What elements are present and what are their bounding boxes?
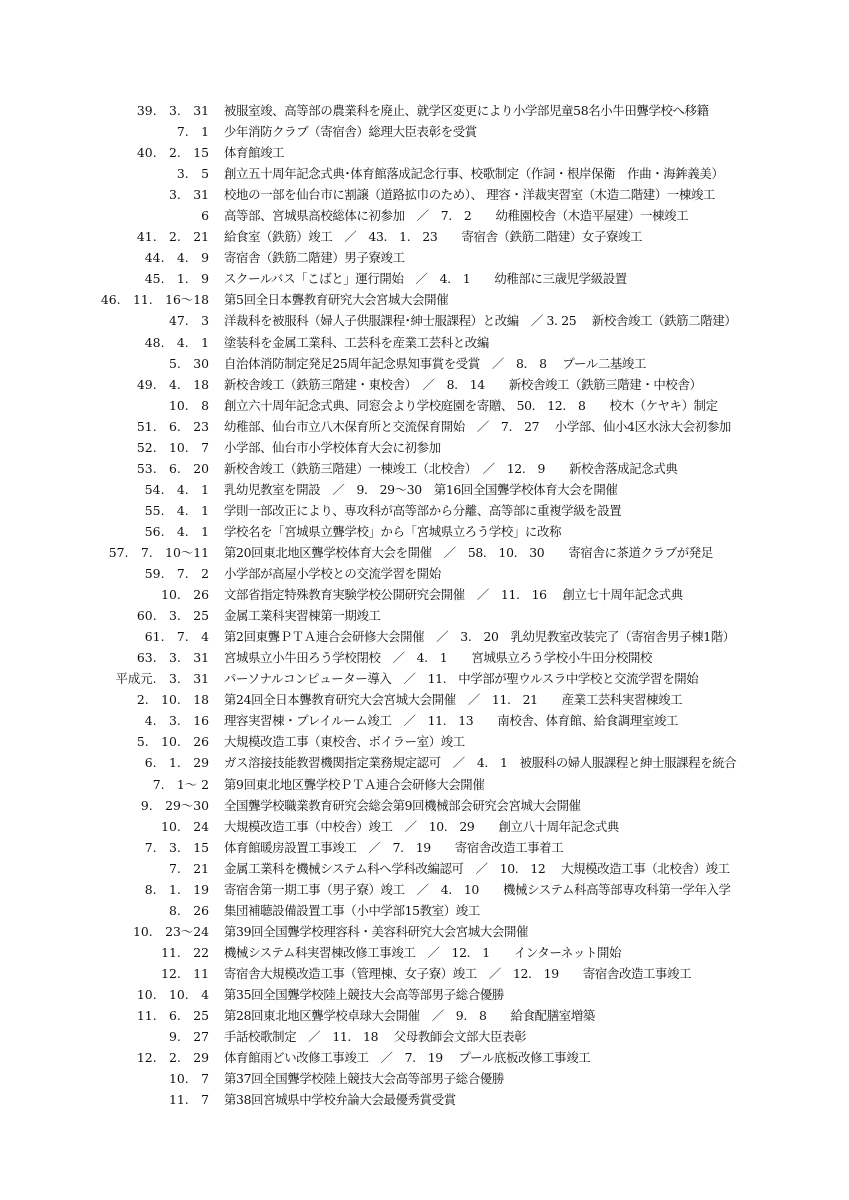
history-row (0, 837, 849, 858)
history-row (0, 774, 849, 795)
history-event: 手話校歌制定 ／ 11. 18 父母教師会文部大臣表彰 (224, 1029, 527, 1045)
history-row (0, 858, 849, 879)
history-date: 63. 3. 31 (136, 650, 209, 666)
history-event: パーソナルコンピューター導入 ／ 11. 中学部が聖ウルスラ中学校と交流学習を開始 (224, 671, 699, 687)
history-event: 第20回東北地区聾学校体育大会を開催 ／ 58. 10. 30 寄宿舎に茶道クラブが発足 (224, 544, 713, 560)
history-event: 幼稚部、仙台市立八木保育所と交流保育開始 ／ 7. 27 小学部、仙小4区水泳大会初参加 (224, 418, 731, 434)
history-event: 第5回全日本聾教育研究大会宮城大会開催 (224, 292, 449, 308)
history-date: 40. 2. 15 (136, 145, 209, 161)
history-row (0, 1047, 849, 1068)
history-row (0, 163, 849, 184)
history-row (0, 668, 849, 689)
history-row (0, 647, 849, 668)
history-date: 5. 10. 26 (136, 734, 209, 750)
history-event: 学則一部改正により、専攻科が高等部から分離、高等部に重複学級を設置 (224, 502, 622, 518)
history-row (0, 710, 849, 731)
history-row (0, 752, 849, 773)
history-date: 6. 1. 29 (144, 755, 209, 771)
history-event: 第38回宮城県中学校弁論大会最優秀賞受賞 (224, 1092, 456, 1108)
history-row (0, 374, 849, 395)
history-event: 被服室竣、高等部の農業科を廃止、就学区変更により小学部児童58名小牛田聾学校へ移籍 (224, 103, 709, 118)
history-event: 自治体消防制定発足25周年記念県知事賞を受賞 ／ 8. 8 プール二基竣工 (224, 355, 646, 371)
history-date: 7. 1 (176, 124, 209, 140)
history-date: 51. 6. 23 (136, 418, 209, 434)
history-event: スクールバス「こばと」運行開始 ／ 4. 1 幼稚部に三歳児学級設置 (224, 271, 627, 287)
history-row (0, 605, 849, 626)
history-date: 48. 4. 1 (144, 334, 209, 350)
history-row (0, 816, 849, 837)
history-date: 8. 1. 19 (144, 881, 209, 897)
history-event: 寄宿舎大規模改造工事（管理棟、女子寮）竣工 ／ 12. 19 寄宿舎改造工事竣工 (224, 965, 692, 981)
history-date: 7. 3. 15 (144, 839, 209, 855)
history-date: 55. 4. 1 (144, 502, 209, 518)
history-event: 新校舎竣工（鉄筋三階建・東校舎） ／ 8. 14 新校舎竣工（鉄筋三階建・中校舎） (224, 376, 702, 392)
history-date: 44. 4. 9 (144, 250, 209, 266)
history-event: 学校名を「宮城県立聾学校」から「宮城県立ろう学校」に改称 (224, 523, 562, 539)
history-list (0, 100, 849, 1110)
history-date: 5. 30 (169, 355, 209, 371)
history-date: 57. 7. 10～11 (108, 544, 209, 560)
history-row (0, 731, 849, 752)
history-event: 宮城県立小牛田ろう学校閉校 ／ 4. 1 宮城県立ろう学校小牛田分校開校 (224, 650, 653, 666)
history-row (0, 142, 849, 163)
history-row (0, 1026, 849, 1047)
history-date: 11. 7 (169, 1092, 209, 1108)
history-date: 59. 7. 2 (144, 566, 209, 582)
history-row (0, 353, 849, 374)
history-event: 第37回全国聾学校陸上競技大会高等部男子総合優勝 (224, 1071, 504, 1087)
history-event: 乳幼児教室を開設 ／ 9. 29～30 第16回全国聾学校体育大会を開催 (224, 481, 618, 497)
history-event: 体育館竣工 (224, 145, 285, 161)
history-row (0, 205, 849, 226)
history-event: 第35回全国聾学校陸上競技大会高等部男子総合優勝 (224, 986, 504, 1002)
history-date: 11. 6. 25 (136, 1008, 209, 1024)
history-row (0, 542, 849, 563)
history-event: 寄宿舎第一期工事（男子寮）竣工 ／ 4. 10 機械システム科高等部専攻科第一学年入学 (224, 881, 731, 897)
history-row (0, 879, 849, 900)
history-row (0, 626, 849, 647)
history-date: 61. 7. 4 (144, 629, 209, 645)
history-row (0, 226, 849, 247)
history-date: 10. 26 (161, 587, 209, 603)
history-event: 体育館雨どい改修工事竣工 ／ 7. 19 プール底板改修工事竣工 (224, 1050, 591, 1066)
history-row (0, 100, 849, 121)
history-date: 10. 8 (169, 397, 209, 413)
history-row (0, 247, 849, 268)
history-event: 小学部が高屋小学校との交流学習を開始 (224, 566, 441, 582)
history-date: 7. 21 (169, 860, 209, 876)
history-row (0, 900, 849, 921)
history-date: 6 (201, 208, 209, 224)
history-date: 3. 5 (176, 166, 209, 182)
history-date: 45. 1. 9 (144, 271, 209, 287)
history-date: 47. 3 (169, 313, 209, 329)
history-event: 洋裁科を被服科（婦人子供服課程･紳士服課程）と改編 ／ 3. 25 新校舎竣工（鉄筋二階建） (224, 313, 737, 329)
history-event: 創立六十周年記念式典、同窓会より学校庭園を寄贈、 50. 12. 8 校木（ケヤキ）制定 (224, 397, 718, 413)
history-date: 10. 7 (169, 1071, 209, 1087)
history-row (0, 921, 849, 942)
history-event: 高等部、宮城県高校総体に初参加 ／ 7. 2 幼稚園校舎（木造平屋建）一棟竣工 (224, 208, 689, 224)
history-row (0, 458, 849, 479)
history-date: 12. 2. 29 (136, 1050, 209, 1066)
history-event: 金属工業科を機械システム科へ学科改編認可 ／ 10. 12 大規模改造工事（北校舎）竣工 (224, 860, 730, 876)
history-row (0, 963, 849, 984)
history-row (0, 984, 849, 1005)
history-date: 3. 31 (169, 187, 209, 203)
history-event: 第9回東北地区聾学校ＰＴＡ連合会研修大会開催 (224, 776, 485, 792)
history-row (0, 395, 849, 416)
history-date: 54. 4. 1 (144, 481, 209, 497)
history-row (0, 289, 849, 310)
history-row (0, 416, 849, 437)
history-event: 文部省指定特殊教育実験学校公開研究会開催 ／ 11. 16 創立七十周年記念式典 (224, 587, 683, 603)
history-date: 11. 22 (161, 944, 209, 960)
history-date: 2. 10. 18 (136, 692, 209, 708)
history-event: 機械システム科実習棟改修工事竣工 ／ 12. 1 インターネット開始 (224, 944, 622, 960)
history-event: 第28回東北地区聾学校卓球大会開催 ／ 9. 8 給食配膳室増築 (224, 1008, 595, 1024)
history-date: 56. 4. 1 (144, 523, 209, 539)
history-date: 4. 3. 16 (144, 713, 209, 729)
history-row (0, 268, 849, 289)
history-event: 大規模改造工事（中校舎）竣工 ／ 10. 29 創立八十周年記念式典 (224, 818, 619, 834)
history-event: 創立五十周年記念式典･体育館落成記念行事、校歌制定（作詞・根岸保衛 作曲・海鉾義美） (224, 166, 724, 182)
history-date: 53. 6. 20 (136, 460, 209, 476)
history-event: 第2回東聾ＰＴＡ連合会研修大会開催 ／ 3. 20 乳幼児教室改装完了（寄宿舎男子棟1階） (224, 629, 735, 645)
history-row (0, 1005, 849, 1026)
history-event: 第24回全日本聾教育研究大会宮城大会開催 ／ 11. 21 産業工芸科実習棟竣工 (224, 692, 683, 708)
history-row (0, 942, 849, 963)
history-row (0, 500, 849, 521)
history-event: 体育館暖房設置工事竣工 ／ 7. 19 寄宿舎改造工事着工 (224, 839, 564, 855)
history-row (0, 184, 849, 205)
history-event: 給食室（鉄筋）竣工 ／ 43. 1. 23 寄宿舎（鉄筋二階建）女子寮竣工 (224, 229, 643, 245)
history-event: ガス溶接技能教習機関指定業務規定認可 ／ 4. 1 被服科の婦人服課程と紳士服課程を統合 (224, 755, 737, 771)
history-date: 39. 3. 31 (136, 103, 209, 118)
history-row (0, 563, 849, 584)
history-date: 46. 11. 16～18 (100, 292, 209, 308)
history-event: 少年消防クラブ（寄宿舎）総理大臣表彰を受賞 (224, 124, 477, 140)
history-event: 校地の一部を仙台市に割譲（道路拡巾のため）、 理容・洋裁実習室（木造二階建）一棟竣工 (224, 187, 716, 203)
history-date: 9. 27 (169, 1029, 209, 1045)
history-event: 新校舎竣工（鉄筋三階建）一棟竣工（北校舎） ／ 12. 9 新校舎落成記念式典 (224, 460, 678, 476)
history-row (0, 332, 849, 353)
history-event: 塗装科を金属工業科、工芸科を産業工芸科と改編 (224, 334, 489, 350)
history-event: 小学部、仙台市小学校体育大会に初参加 (224, 439, 441, 455)
history-row (0, 1068, 849, 1089)
history-date: 10. 10. 4 (136, 986, 209, 1002)
history-date: 49. 4. 18 (136, 376, 209, 392)
history-row (0, 689, 849, 710)
history-event: 全国聾学校職業教育研究会総会第9回機械部会研究会宮城大会開催 (224, 797, 581, 813)
history-date: 平成元. 3. 31 (115, 671, 209, 687)
history-date: 60. 3. 25 (136, 608, 209, 624)
history-row (0, 479, 849, 500)
history-event: 理容実習棟・プレイルーム竣工 ／ 11. 13 南校舎、体育館、給食調理室竣工 (224, 713, 679, 729)
history-date: 7. 1～ 2 (152, 776, 209, 792)
history-date: 8. 26 (169, 902, 209, 918)
history-row (0, 584, 849, 605)
history-event: 第39回全国聾学校理容科・美容科研究大会宮城大会開催 (224, 923, 529, 939)
history-event: 大規模改造工事（東校舎、ボイラー室）竣工 (224, 734, 465, 750)
history-date: 10. 24 (161, 818, 209, 834)
history-row (0, 437, 849, 458)
history-event: 寄宿舎（鉄筋二階建）男子寮竣工 (224, 250, 405, 266)
history-row (0, 795, 849, 816)
history-row (0, 121, 849, 142)
history-event: 金属工業科実習棟第一期竣工 (224, 608, 381, 624)
history-date: 12. 11 (161, 965, 209, 981)
history-row (0, 1089, 849, 1110)
history-row (0, 521, 849, 542)
history-row (0, 310, 849, 331)
history-date: 10. 23～24 (132, 923, 209, 939)
history-date: 41. 2. 21 (136, 229, 209, 245)
history-event: 集団補聴設備設置工事（小中学部15教室）竣工 (224, 902, 480, 918)
history-date: 9. 29～30 (140, 797, 209, 813)
history-date: 52. 10. 7 (136, 439, 209, 455)
